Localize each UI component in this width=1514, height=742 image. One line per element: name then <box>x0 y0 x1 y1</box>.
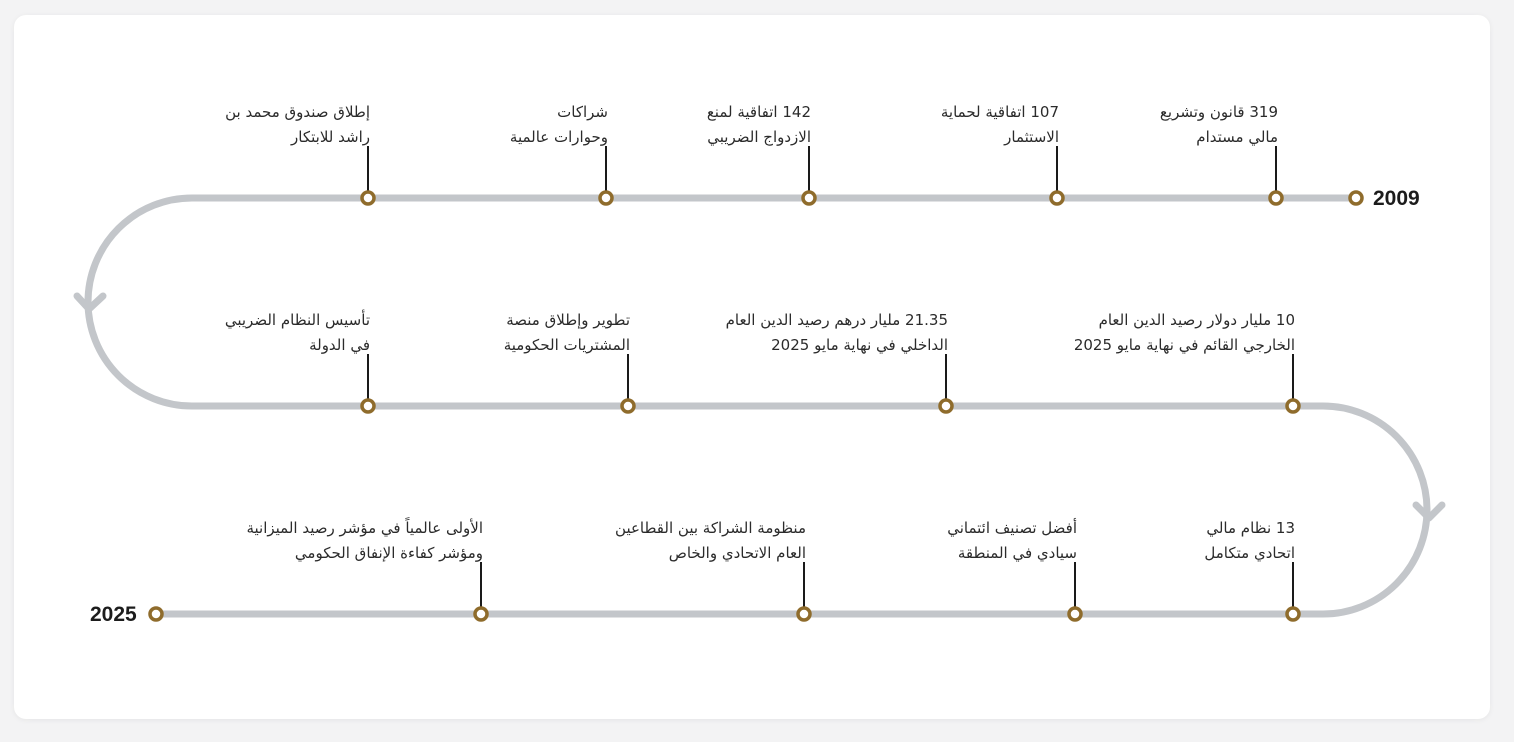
milestone-label <box>726 308 948 358</box>
start-node <box>1350 192 1362 204</box>
milestone-label-line: المشتريات الحكومية <box>503 336 630 354</box>
milestone-label <box>225 308 370 358</box>
milestone-node <box>600 192 612 204</box>
end-node <box>150 608 162 620</box>
milestone-node <box>362 400 374 412</box>
milestone-label <box>246 516 483 566</box>
milestone-label-line: أفضل تصنيف ائتماني <box>947 519 1077 537</box>
milestone-label-line: الاستثمار <box>1004 128 1059 146</box>
milestone-label-line: منظومة الشراكة بين القطاعين <box>615 519 806 537</box>
milestone-label-line: تأسيس النظام الضريبي <box>224 311 370 329</box>
milestone-node <box>1287 608 1299 620</box>
milestone-node <box>803 192 815 204</box>
milestone-label-line: الخارجي القائم في نهاية مايو 2025 <box>1073 336 1295 354</box>
milestone-label-line: الداخلي في نهاية مايو 2025 <box>771 336 948 354</box>
milestone-node <box>362 192 374 204</box>
milestone-label-line: إطلاق صندوق محمد بن <box>225 103 370 121</box>
milestone-node <box>1051 192 1063 204</box>
milestone-label <box>1204 516 1295 566</box>
milestone-label-line: راشد للابتكار <box>291 128 370 146</box>
milestone-label-line: اتحادي متكامل <box>1204 544 1295 562</box>
milestone-label-line: العام الاتحادي والخاص <box>668 544 806 562</box>
milestone-label-line: في الدولة <box>309 336 370 354</box>
milestone-label <box>1160 100 1278 150</box>
milestone-label <box>510 100 608 150</box>
start-year: 2009 <box>1373 187 1420 210</box>
milestone-stems <box>368 146 1293 608</box>
milestone-label-line: 142 اتفاقية لمنع <box>706 103 811 121</box>
milestone-label-line: وحوارات عالمية <box>509 128 608 146</box>
milestone-label-line: تطوير وإطلاق منصة <box>506 311 630 329</box>
milestone-label-line: 13 نظام مالي <box>1206 519 1295 537</box>
milestone-label-line: 319 قانون وتشريع <box>1159 103 1278 121</box>
milestone-node <box>622 400 634 412</box>
milestone-label-line: 21.35 مليار درهم رصيد الدين العام <box>725 311 948 329</box>
milestone-label <box>941 100 1059 150</box>
milestone-node <box>475 608 487 620</box>
milestone-label <box>947 516 1077 566</box>
milestone-label-line: الازدواج الضريبي <box>707 128 811 146</box>
milestone-label-line: 107 اتفاقية لحماية <box>940 103 1059 121</box>
milestone-label <box>1074 308 1295 358</box>
milestone-label <box>504 308 630 358</box>
end-year: 2025 <box>90 603 137 626</box>
milestone-label <box>615 516 806 566</box>
milestone-label-line: مالي مستدام <box>1196 128 1278 146</box>
milestone-label-line: سيادي في المنطقة <box>957 544 1077 562</box>
milestone-label <box>225 100 370 150</box>
milestone-label <box>707 100 811 150</box>
milestone-node <box>1069 608 1081 620</box>
milestone-label-line: ومؤشر كفاءة الإنفاق الحكومي <box>294 544 483 562</box>
milestone-node <box>940 400 952 412</box>
milestone-label-line: شراكات <box>557 103 608 121</box>
milestone-label-line: 10 مليار دولار رصيد الدين العام <box>1098 311 1295 329</box>
milestone-node <box>1270 192 1282 204</box>
milestone-node <box>1287 400 1299 412</box>
milestone-label-line: الأولى عالمياً في مؤشر رصيد الميزانية <box>246 519 483 537</box>
milestone-node <box>798 608 810 620</box>
